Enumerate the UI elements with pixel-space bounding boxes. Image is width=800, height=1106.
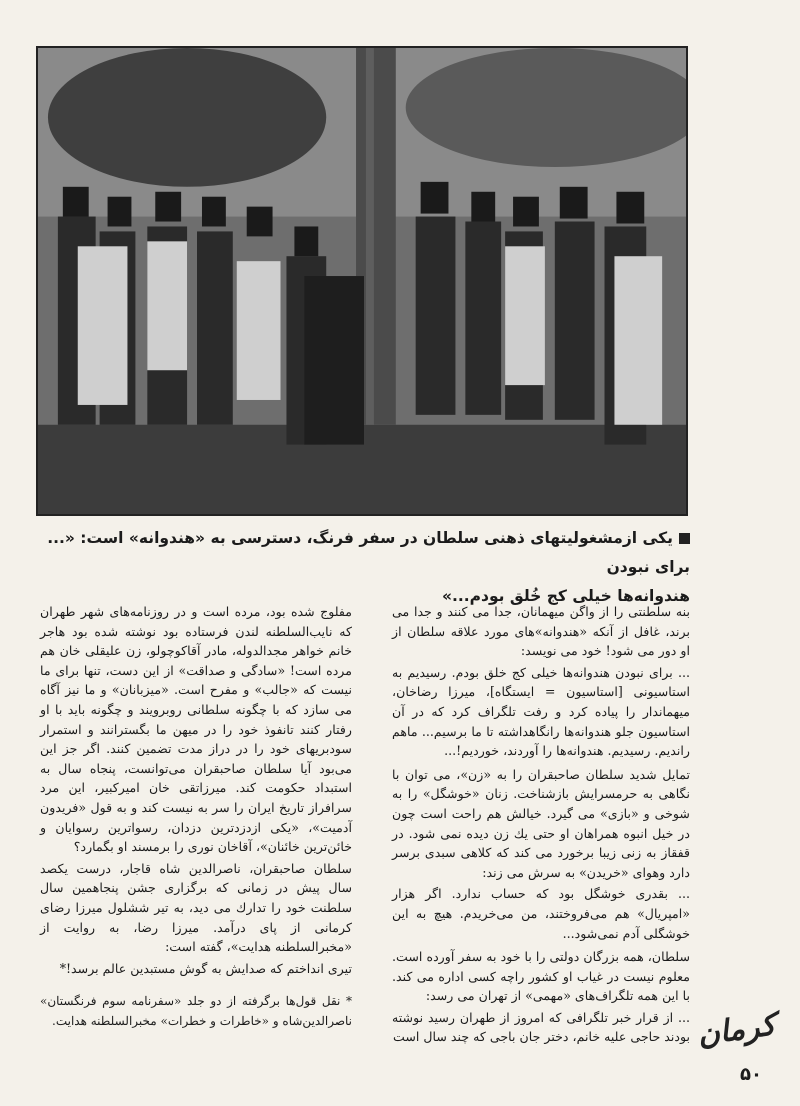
quote-paragraph: تیری انداختم که صدایش به گوش مستبدین عالم برسد!*: [59, 960, 352, 976]
quote-paragraph: ... برای نبودن هندوانه‌ها خیلی کج خلق بودم. رسیدیم به استاسیونی [استاسیون = ایستگاه]، میرزا رضاخان، میهماندار را پیاده کرد و رفت تلگراف کرد که در آن استاسیون جلو هندوانه‌ها رانگاهداشته تا ما برسیم... ماهم راندیم. رسیدیم. هندوانه‌ها را آوردند، خوردیم!...: [392, 664, 690, 759]
caption-line-1: یکی ازمشغولیتهای ذهنی سلطان در سفر فرنگ، دسترسی به «هندوانه» است: «... برای نبودن: [47, 529, 690, 576]
square-bullet-icon: [679, 533, 690, 544]
photo-illustration: [38, 48, 686, 514]
quote-paragraph: ... بقدری خوشگل بود که حساب ندارد. اگر هزار «امپریال» هم می‌فروختند، من می‌خریدم. هیچ به این خوشگلی آدم نمی‌شود...: [392, 886, 690, 941]
page-number: ۵۰: [740, 1064, 762, 1085]
caption-line-2: هندوانه‌ها خیلی کج خُلق بودم...»: [441, 587, 690, 605]
footnote: * نقل قول‌ها برگرفته از دو جلد «سفرنامه سوم فرنگستان» ناصرالدین‌شاه و «خاطرات و خطرات» مخبرالسلطنه هدایت.: [40, 994, 352, 1028]
paragraph: سلطان صاحبقران، ناصرالدین شاه قاجار، درست یکصد سال پیش در زمانی که برگزاری جشن پنجاهمین سال سلطنت خود را تدارك می دید، به تیر ششلول میرزا رضای کرمانی از پای درآمد. میرزا رضا، به روایت از «مخبرالسلطنه هدایت»، گفته است:: [40, 860, 352, 955]
magazine-logo: کرمان: [695, 1007, 778, 1053]
paragraph: سلطان، همه بزرگان دولتی را با خود به سفر آورده است. معلوم نیست در غیاب او کشور راچه کسی اداره می کند. با این همه تلگراف‌های «مهمی» از تهران می رسد:: [392, 949, 690, 1004]
quote-paragraph: ... از قرار خبر تلگرافی که امروز از طهران رسید نوشته بودند حاجی علیه خانم، دختر جان باجی که چند سال است: [392, 1009, 690, 1045]
left-text-column: [40, 602, 352, 1033]
right-text-column: [392, 602, 690, 1051]
paragraph: تمایل شدید سلطان صاحبقران را به «زن»، می توان با نگاهی به حرمسرایش بازشناخت. زنان «خوشگل» را به شوخی و «بازی» می گیرد. خیالش هم راحت است چون در خیل انبوه همراهان او حتی یك زن دیده نمی شود. در قفقاز به زنی زیبا برخورد می کند که کلاهی سبدی برسر دارد وهوای «خریدن» به سرش می زند:: [392, 766, 690, 880]
photo-caption: [30, 524, 690, 611]
historical-group-photo: [36, 46, 688, 516]
paragraph: مفلوج شده بود، مرده است و در روزنامه‌های شهر طهران که نایب‌السلطنه لندن فرستاده بود نوشته شده بود هاجر خانم خواهر مجدالدوله، مادر آقاکوچولو، زن علیقلی خان هم مرده است! «سادگی و صداقت» از این دست، تنها برای ما نیست که «جالب» و مفرح است. «میزبانان» و ما نیز آگاه می سازد که با چگونه سلطانی روبرویند و چگونه باید با او رفتار کنند تانفوذ خود را در میهن ما بگسترانند و استمرار سودبریهای خود را در دراز مدت تضمین کنند. اگر جز این می‌بود آیا سلطان صاحبقران می‌توانست، پنجاه سال به استبداد حکومت کند. میرزاتقی خان امیرکبیر، این مرد سرافراز تاریخ ایران را سر به نیست کند و به قول «فریدون آدمیت»، «یکی ازدزدترین دزدان، رسواترین رسوایان و خائن‌ترین خائنان»، آقاخان نوری را برمسند او بگمارد؟: [40, 604, 352, 855]
paragraph: بنه سلطنتی را از واگن میهمانان، جدا می کنند و جدا می برند، غافل از آنکه «هندوانه»های مورد علاقه سلطان از او دور می شود! خود می نویسد:: [392, 604, 690, 659]
